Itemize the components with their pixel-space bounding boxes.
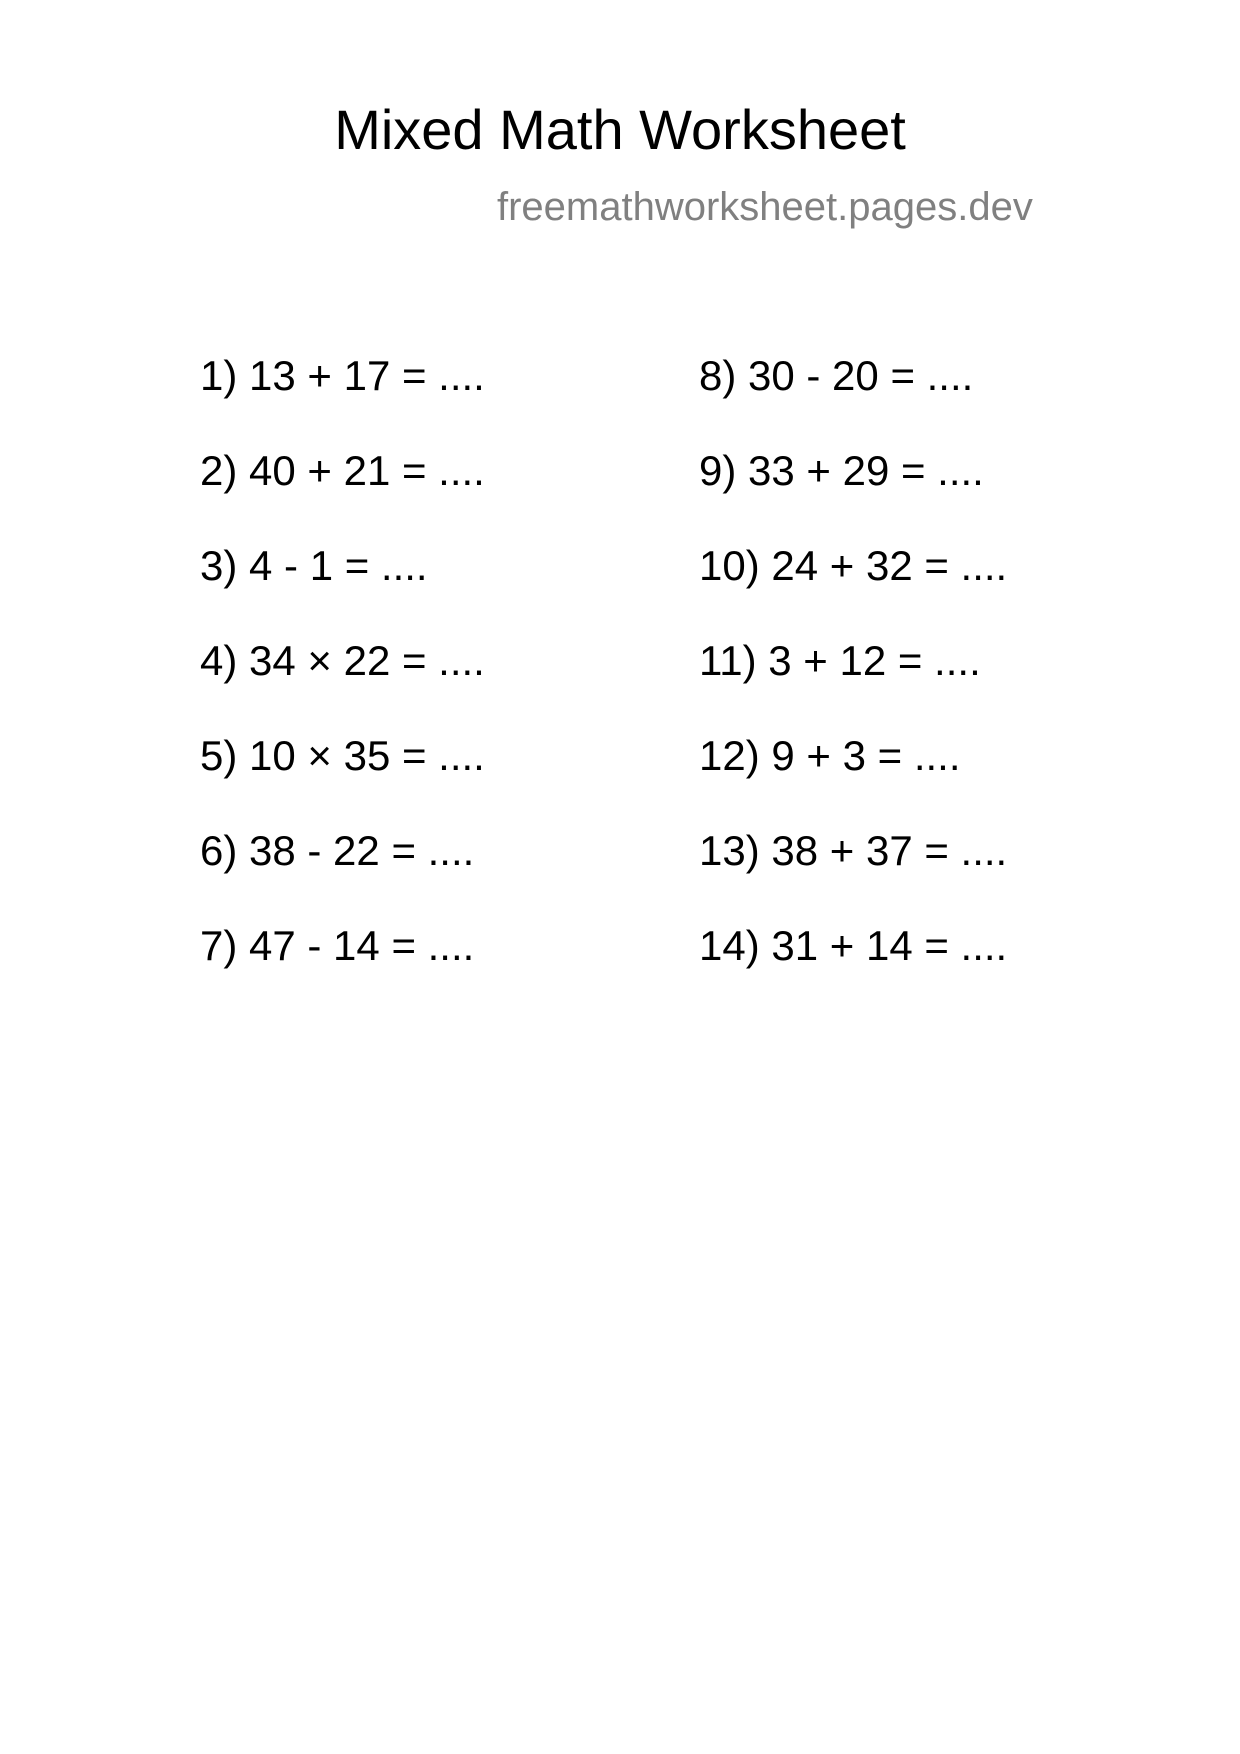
problem-4: 4) 34 × 22 = .... [200, 637, 485, 684]
problem-12: 12) 9 + 3 = .... [699, 732, 961, 779]
problem-14: 14) 31 + 14 = .... [699, 922, 1008, 969]
problem-2: 2) 40 + 21 = .... [200, 447, 485, 494]
problem-10: 10) 24 + 32 = .... [699, 542, 1008, 589]
problem-1: 1) 13 + 17 = .... [200, 352, 485, 399]
problem-7: 7) 47 - 14 = .... [200, 922, 475, 969]
problem-13: 13) 38 + 37 = .... [699, 827, 1008, 874]
problem-9: 9) 33 + 29 = .... [699, 447, 984, 494]
worksheet-title: Mixed Math Worksheet [334, 98, 906, 161]
problem-8: 8) 30 - 20 = .... [699, 352, 974, 399]
problem-5: 5) 10 × 35 = .... [200, 732, 485, 779]
problem-11: 11) 3 + 12 = .... [699, 637, 981, 684]
website-url: freemathworksheet.pages.dev [497, 185, 1033, 229]
right-problem-column [699, 352, 1007, 1017]
left-problem-column [200, 352, 485, 1017]
problem-3: 3) 4 - 1 = .... [200, 542, 428, 589]
problem-6: 6) 38 - 22 = .... [200, 827, 475, 874]
